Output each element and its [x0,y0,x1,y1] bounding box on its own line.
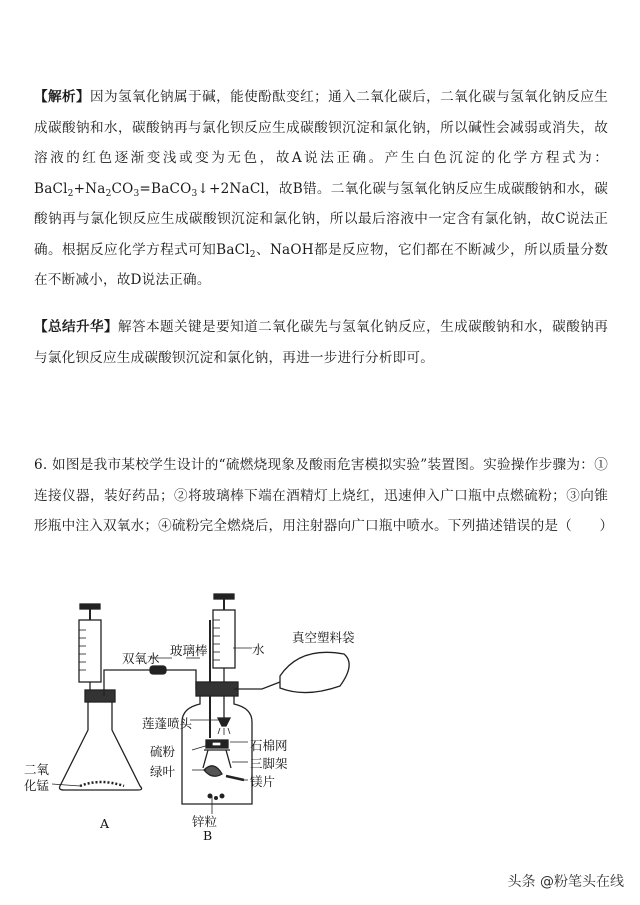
zinc-granules [208,794,225,801]
analysis-tag: 【解析】 [34,89,91,105]
green-leaf [204,766,222,776]
label-shower-head: 莲蓬喷头 [142,716,193,731]
label-mno2-line1: 二氧 [24,762,50,777]
label-leaf: 绿叶 [150,764,176,779]
tube-to-bag [234,682,280,689]
conical-flask-a [60,702,142,790]
label-vacuum-bag: 真空塑料袋 [292,630,355,645]
question-6: 6. 如图是我市某校学生设计的“硫燃烧现象及酸雨危害模拟实验”装置图。实验操作步骤为：①连接仪器，装好药品；②将玻璃棒下端在酒精灯上烧红，迅速伸入广口瓶中点燃硫粉；③向锥形瓶中注入双氧水；④硫粉完全燃烧后，用注射器向广口瓶中喷水。下列描述错误的是（ ） [34,457,614,534]
label-mg: 镁片 [250,774,276,789]
jar-b-stopper [196,682,238,696]
mg-strip [226,776,244,780]
mno2-powder [80,782,124,786]
summary-paragraph [34,312,608,373]
sulfur-powder [212,742,221,746]
label-water: 水 [252,642,265,657]
syringe-b-barrel [213,610,235,668]
summary-tag: 【总结升华】 [34,319,119,335]
tripod [203,750,231,768]
shower-head [218,718,230,726]
vacuum-plastic-bag [280,652,349,692]
apparatus-figure [0,590,640,843]
summary-text: 解答本题关键是要知道二氧化碳先与氢氧化钠反应，生成碳酸钠和水，碳酸钠再与氯化钡反应生成碳酸钡沉淀和氯化钠，再进一步进行分析即可。 [34,319,608,366]
syringe-a-barrel [79,620,101,682]
label-asbestos: 石棉网 [250,738,288,753]
label-sulfur: 硫粉 [150,744,176,759]
tube-clip-to-b [166,670,196,690]
label-mno2-line2: 化锰 [24,778,50,793]
label-b: B [203,828,213,843]
label-zinc: 锌粒 [192,814,218,829]
leader-mno2 [52,784,80,786]
syringe-a-plunger-head [80,604,100,609]
label-tripod: 三脚架 [250,756,288,771]
flask-a-stopper [85,690,115,702]
label-h2o2: 双氧水 [122,651,160,666]
watermark: 头条 @粉笔头在线 [507,874,624,890]
label-a: A [100,816,110,831]
tube-clip [150,666,166,674]
syringe-b-plunger-head [214,594,234,599]
label-glass-rod: 玻璃棒 [170,643,208,658]
analysis-paragraph: 【解析】因为氢氧化钠属于碱，能使酚酞变红；通入二氧化碳后，二氧化碳与氢氧化钠反应生成碳酸钠和水，碳酸钠再与氯化钡反应生成碳酸钡沉淀和氯化钠，所以碱性会减弱或消失，故溶液的红色逐渐变浅或变为无色，故A说法正确。产生白色沉淀的化学方程式为：$BaCl_2+Na_2CO_3=BaCO_3↓+2NaCl$，故B错。二氧化碳与氢氧化钠反应生成碳酸钠和水，碳酸钠再与氯化钡反应生成碳酸钡沉淀和氯化钠，所以最后溶液中一定含有氯化钠，故C说法正确。根据反应化学方程式可知BaCl$_2$、NaOH都是反应物，它们都在不断减少，所以质量分数在不断减小，故D说法正确。 [34,89,608,288]
